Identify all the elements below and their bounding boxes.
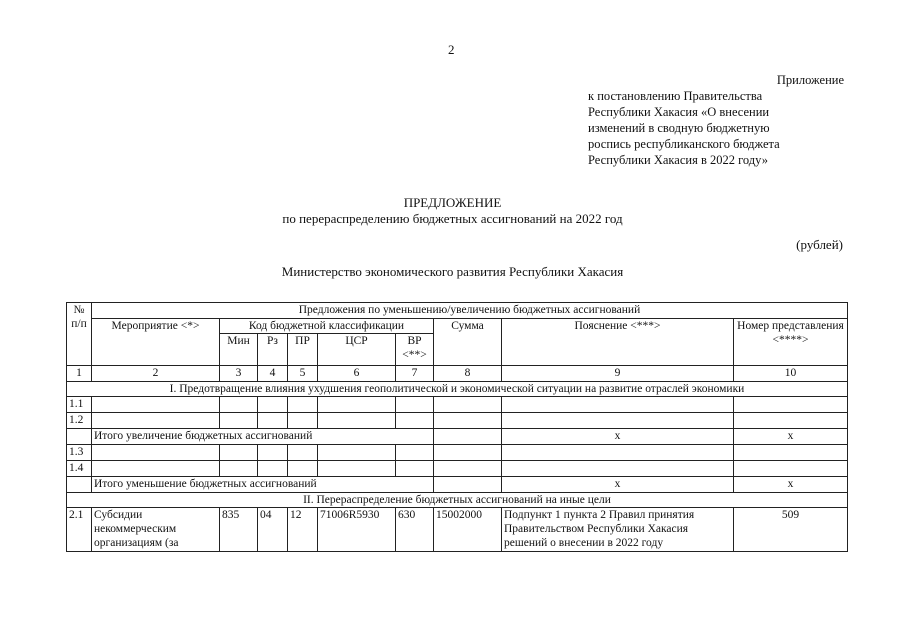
col-number: 7 xyxy=(396,366,434,382)
col-number: 6 xyxy=(318,366,396,382)
header-no: № п/п xyxy=(67,303,92,366)
header-sum: Сумма xyxy=(434,319,502,366)
row-pr: 12 xyxy=(288,508,318,552)
col-number: 10 xyxy=(734,366,848,382)
col-number: 9 xyxy=(502,366,734,382)
appendix-line: Республики Хакасия в 2022 году» xyxy=(588,153,768,167)
row-csr: 71006R5930 xyxy=(318,508,396,552)
header-pr: ПР xyxy=(288,334,318,366)
row-event: Субсидии некоммерческим организациям (за xyxy=(92,508,220,552)
header-event: Мероприятие <*> xyxy=(92,319,220,366)
section-row xyxy=(67,382,848,397)
section-title: I. Предотвращение влияния ухудшения геополитической и экономической ситуации на развитие отраслей экономики xyxy=(67,382,848,397)
table-row xyxy=(67,397,848,413)
row-no: 1.4 xyxy=(67,461,92,477)
row-no: 1.3 xyxy=(67,445,92,461)
col-number: 2 xyxy=(92,366,220,382)
appendix-heading: Приложение xyxy=(776,73,844,87)
appendix-line: к постановлению Правительства xyxy=(588,89,763,103)
row-no: 2.1 xyxy=(67,508,92,552)
column-numbers-row xyxy=(67,366,848,382)
appendix-block xyxy=(588,72,848,168)
table-row xyxy=(67,461,848,477)
row-vr: 630 xyxy=(396,508,434,552)
table-row xyxy=(67,445,848,461)
ministry-name: Министерство экономического развития Республики Хакасия xyxy=(281,264,624,279)
col-number: 5 xyxy=(288,366,318,382)
header-explanation: Пояснение <***> xyxy=(502,319,734,366)
total-number: х xyxy=(734,429,848,445)
total-explanation: х xyxy=(502,429,734,445)
row-explanation: Подпункт 1 пункта 2 Правил принятия Правительством Республики Хакасия решений о внесении в 2022 году xyxy=(502,508,734,552)
header-vr: ВР <**> xyxy=(396,334,434,366)
appendix-line: изменений в сводную бюджетную xyxy=(588,121,770,135)
row-number: 509 xyxy=(734,508,848,552)
col-number: 3 xyxy=(220,366,258,382)
appendix-line: роспись республиканского бюджета xyxy=(588,137,780,151)
header-number: Номер представления <****> xyxy=(734,319,848,366)
section-title: II. Перераспределение бюджетных ассигнований на иные цели xyxy=(67,493,848,508)
row-sum: 15002000 xyxy=(434,508,502,552)
total-row xyxy=(67,477,848,493)
header-min: Мин xyxy=(220,334,258,366)
appendix-line: Республики Хакасия «О внесении xyxy=(588,105,770,119)
table-row xyxy=(67,413,848,429)
budget-table xyxy=(66,302,848,552)
page-number: 2 xyxy=(448,42,455,57)
header-row-1 xyxy=(67,303,848,319)
document-subtitle: по перераспределению бюджетных ассигнований на 2022 год xyxy=(282,211,623,226)
table-row xyxy=(67,508,848,552)
units-label: (рублей) xyxy=(796,237,843,252)
total-label: Итого увеличение бюджетных ассигнований xyxy=(92,429,434,445)
row-rz: 04 xyxy=(258,508,288,552)
document-title: ПРЕДЛОЖЕНИЕ xyxy=(403,195,502,210)
total-row xyxy=(67,429,848,445)
row-no: 1.2 xyxy=(67,413,92,429)
row-min: 835 xyxy=(220,508,258,552)
col-number: 8 xyxy=(434,366,502,382)
header-csr: ЦСР xyxy=(318,334,396,366)
section-row xyxy=(67,493,848,508)
header-row-2 xyxy=(67,319,848,334)
header-rz: Рз xyxy=(258,334,288,366)
row-no: 1.1 xyxy=(67,397,92,413)
total-explanation: х xyxy=(502,477,734,493)
total-label: Итого уменьшение бюджетных ассигнований xyxy=(92,477,434,493)
total-number: х xyxy=(734,477,848,493)
header-group: Предложения по уменьшению/увеличению бюджетных ассигнований xyxy=(92,303,848,319)
col-number: 4 xyxy=(258,366,288,382)
header-code-group: Код бюджетной классификации xyxy=(220,319,434,334)
col-number: 1 xyxy=(67,366,92,382)
